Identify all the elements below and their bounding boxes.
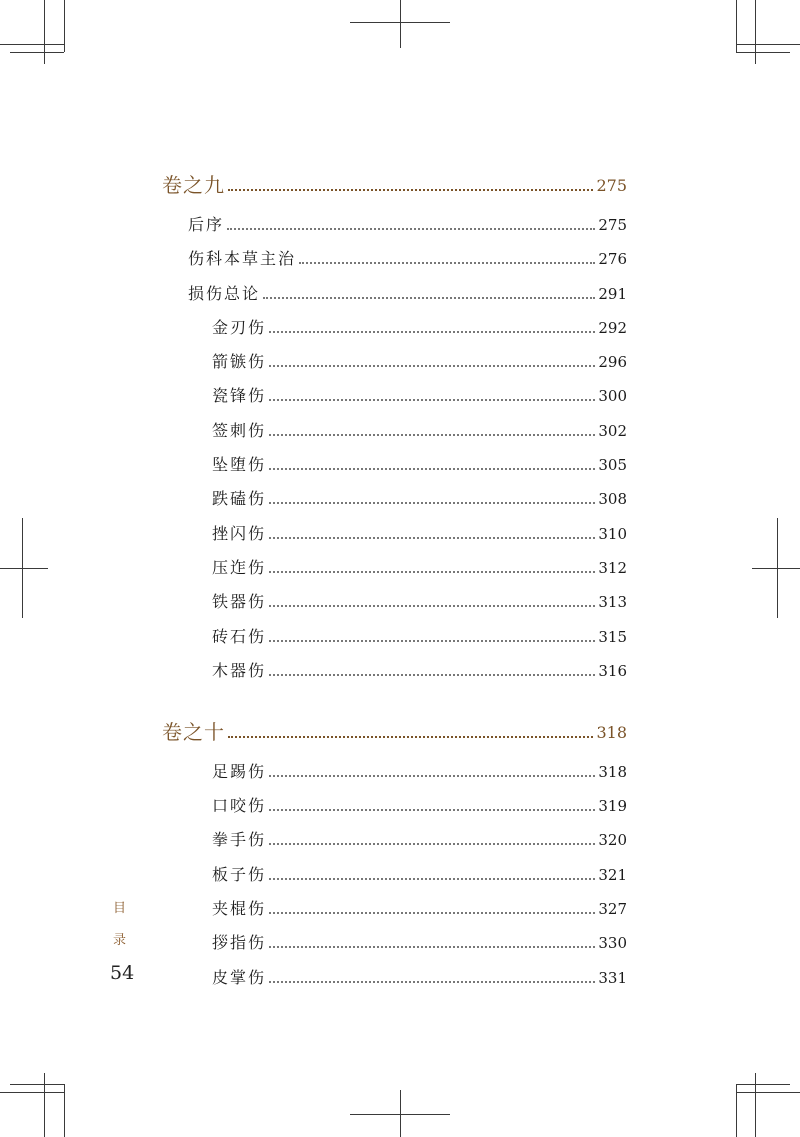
toc-page-number: 305 <box>598 456 627 474</box>
toc-page-number: 330 <box>598 934 627 952</box>
toc-page-number: 300 <box>598 387 627 405</box>
toc-title: 足踢伤 <box>212 762 267 781</box>
toc-title: 跌磕伤 <box>212 489 267 508</box>
toc-item[interactable] <box>212 861 627 885</box>
toc-page-number: 319 <box>598 797 627 815</box>
dot-leader <box>228 736 593 738</box>
dot-leader <box>269 399 595 401</box>
toc-item[interactable] <box>212 382 627 406</box>
toc-item[interactable] <box>212 758 627 782</box>
toc-page-number: 291 <box>598 285 627 303</box>
toc-page-number: 327 <box>598 900 627 918</box>
dot-leader <box>269 468 595 470</box>
toc-page-number: 320 <box>598 831 627 849</box>
dot-leader <box>269 571 595 573</box>
toc-page-number: 308 <box>598 490 627 508</box>
toc-item[interactable] <box>212 451 627 475</box>
toc-item[interactable] <box>212 485 627 509</box>
toc-item[interactable] <box>212 348 627 372</box>
toc-title: 夹棍伤 <box>212 899 267 918</box>
toc-title: 坠堕伤 <box>212 455 267 474</box>
toc-page-number: 302 <box>598 422 627 440</box>
toc-page-number: 321 <box>598 866 627 884</box>
dot-leader <box>269 331 595 333</box>
toc-item[interactable] <box>188 211 627 235</box>
toc-page-number: 312 <box>598 559 627 577</box>
side-label-lu: 录 <box>113 933 127 948</box>
toc-title: 卷之十 <box>162 720 225 744</box>
toc-item[interactable] <box>212 520 627 544</box>
dot-leader <box>269 809 595 811</box>
toc-title: 伤科本草主治 <box>188 249 297 268</box>
dot-leader <box>269 674 595 676</box>
toc-chapter[interactable] <box>162 720 627 744</box>
toc-title: 金刃伤 <box>212 318 267 337</box>
toc-title: 铁器伤 <box>212 592 267 611</box>
toc-page-number: 313 <box>598 593 627 611</box>
toc-title: 拶指伤 <box>212 933 267 952</box>
toc-page-number: 316 <box>598 662 627 680</box>
toc-title: 板子伤 <box>212 865 267 884</box>
toc-item[interactable] <box>212 417 627 441</box>
dot-leader <box>269 981 595 983</box>
dot-leader <box>228 189 593 191</box>
dot-leader <box>269 843 595 845</box>
toc-title: 卷之九 <box>162 173 225 197</box>
dot-leader <box>299 262 595 264</box>
toc-item[interactable] <box>212 588 627 612</box>
toc-title: 箭镞伤 <box>212 352 267 371</box>
toc-title: 后序 <box>188 215 225 234</box>
toc-page-number: 296 <box>598 353 627 371</box>
dot-leader <box>269 537 595 539</box>
toc-page-number: 318 <box>596 723 627 742</box>
toc-item[interactable] <box>212 929 627 953</box>
toc-title: 挫闪伤 <box>212 524 267 543</box>
toc-item[interactable] <box>188 245 627 269</box>
dot-leader <box>269 605 595 607</box>
dot-leader <box>269 912 595 914</box>
toc-title: 木器伤 <box>212 661 267 680</box>
toc-item[interactable] <box>212 554 627 578</box>
toc-page-number: 292 <box>598 319 627 337</box>
toc-title: 压迮伤 <box>212 558 267 577</box>
toc-item[interactable] <box>212 657 627 681</box>
toc-item[interactable] <box>212 623 627 647</box>
toc-item[interactable] <box>188 280 627 304</box>
toc-page-number: 310 <box>598 525 627 543</box>
dot-leader <box>269 775 595 777</box>
toc-page-number: 315 <box>598 628 627 646</box>
toc-title: 拳手伤 <box>212 830 267 849</box>
toc-title: 签刺伤 <box>212 421 267 440</box>
toc-item[interactable] <box>212 964 627 988</box>
dot-leader <box>269 878 595 880</box>
toc-page-number: 318 <box>598 763 627 781</box>
dot-leader <box>269 434 595 436</box>
side-label-mu: 目 <box>113 901 127 916</box>
dot-leader <box>269 365 595 367</box>
dot-leader <box>269 640 595 642</box>
toc-title: 皮掌伤 <box>212 968 267 987</box>
toc-chapter[interactable] <box>162 173 627 197</box>
dot-leader <box>263 297 595 299</box>
page-number: 54 <box>110 962 135 984</box>
dot-leader <box>269 502 595 504</box>
toc-item[interactable] <box>212 895 627 919</box>
toc-page-number: 331 <box>598 969 627 987</box>
toc-page-number: 275 <box>598 216 627 234</box>
toc-title: 口咬伤 <box>212 796 267 815</box>
toc-item[interactable] <box>212 314 627 338</box>
toc-item[interactable] <box>212 826 627 850</box>
toc-item[interactable] <box>212 792 627 816</box>
dot-leader <box>227 228 595 230</box>
toc-title: 砖石伤 <box>212 627 267 646</box>
toc-title: 瓷锋伤 <box>212 386 267 405</box>
toc-page-number: 276 <box>598 250 627 268</box>
toc-page-number: 275 <box>596 176 627 195</box>
toc-title: 损伤总论 <box>188 284 261 303</box>
dot-leader <box>269 946 595 948</box>
